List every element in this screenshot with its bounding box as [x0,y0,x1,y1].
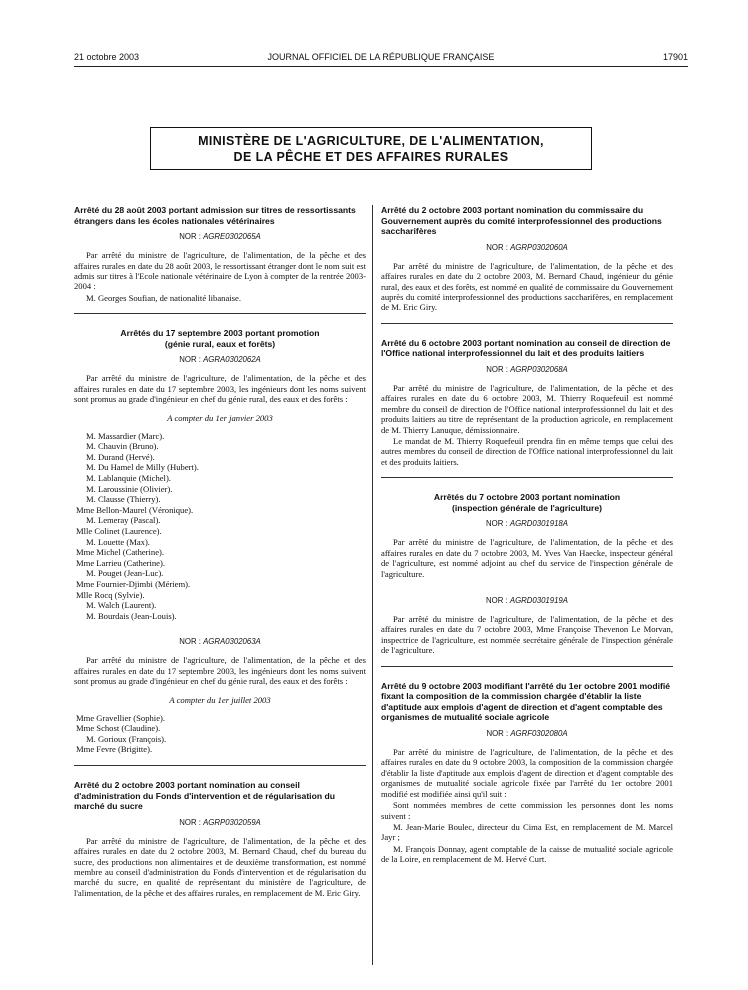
person-name: M. Gorioux (François). [86,733,167,744]
nor-reference: NOR : AGRP0302059A [179,817,261,827]
decree-paragraph: Par arrêté du ministre de l'agriculture, de l'alimentation, de la pêche et des affaires rurales en date du 6 octobre 2003, M. Thierry Roquefeuil est nommé membre du conseil de direction de l'Office national interprofessionnel du lait et des produits laitiers au titre de représentant de la production agricole, en remplacement de M. Thierry Lanuque, démissionnaire. [381,383,673,435]
journal-name: JOURNAL OFFICIEL DE LA RÉPUBLIQUE FRANÇAISE [267,52,495,62]
right-column [381,205,673,866]
decree-paragraph: Le mandat de M. Thierry Roquefeuil prendra fin en même temps que celui des autres membres du conseil de direction de l'Office national interprofessionnel du lait et des produits laitiers. [381,436,673,467]
promoted-names-list [74,713,366,755]
nor-reference: NOR : AGRD0301918A [486,519,568,529]
person-name: M. Bourdais (Jean-Louis). [86,610,177,621]
section-divider [381,477,673,478]
person-name: Mme Bellon-Maurel (Véronique). [76,504,194,515]
decree-paragraph: Par arrêté du ministre de l'agriculture, de l'alimentation, de la pêche et des affaires rurales en date du 7 octobre 2003, M. Yves Van Haecke, inspecteur général de l'agriculture, est nommé adjoint au chef du service de l'inspection générale de l'agriculture. [381,537,673,579]
person-name: Mme Fournier-Djimbi (Mériem). [76,578,191,589]
person-name: Mme Michel (Catherine). [76,547,165,558]
person-name: M. Lablanquie (Michel). [86,473,171,483]
person-name: Mme Fevre (Brigitte). [76,744,153,755]
decree-paragraph: Par arrêté du ministre de l'agriculture, de l'alimentation, de la pêche et des affaires rurales en date du 17 septembre 2003, les ingénieurs dont les noms suivent sont promus au grade d'ingénieur en chef du génie rural, des eaux et des forêts : [74,655,366,687]
person-name: Mme Larrieu (Catherine). [76,557,166,568]
person-name: M. Durand (Hervé). [86,451,155,462]
running-header [74,52,688,66]
ministry-line-2: DE LA PÊCHE ET DES AFFAIRES RURALES [233,150,509,164]
issue-date: 21 octobre 2003 [74,52,140,62]
effective-date: A compter du 1er juillet 2003 [169,694,271,705]
page-number: 17901 [662,52,688,62]
person-name: M. Lemeray (Pascal). [86,515,161,526]
decree-paragraph: M. François Donnay, agent comptable de la caisse de mutualité sociale agricole de la Loire, en remplacement de M. Hervé Curt. [381,843,673,865]
decree-title: Arrêté du 2 octobre 2003 portant nomination au conseil d'administration du Fonds d'intervention et de régularisation du marché du sucre [74,779,335,812]
person-name: M. Walch (Laurent). [86,600,157,611]
nor-reference: NOR : AGRE0302065A [179,232,261,242]
person-name: Mme Schost (Claudine). [76,723,161,734]
decree-paragraph: Par arrêté du ministre de l'agriculture, de l'alimentation, de la pêche et des affaires rurales en date du 17 septembre 2003, les ingénieurs dont les noms suivent sont promus au grade d'ingénieur en chef du génie rural, des eaux et des forêts : [74,373,366,405]
decree-paragraph: M. Georges Soufian, de nationalité libanaise. [86,292,241,303]
nor-reference: NOR : AGRF0302080A [486,729,568,739]
ministry-line-1: MINISTÈRE DE L'AGRICULTURE, DE L'ALIMENTATION, [198,134,544,148]
nor-reference: NOR : AGRD0301919A [486,596,568,606]
person-name: M. Massardier (Marc). [86,430,165,441]
section-divider [74,313,366,314]
decree-paragraph: Par arrêté du ministre de l'agriculture, de l'alimentation, de la pêche et des affaires rurales en date du 7 octobre 2003, Mme Françoise Thevenon Le Morvan, inspectrice de l'agriculture, est nommée secrétaire générale de l'inspection générale de l'agriculture. [381,614,673,656]
decree-paragraph: Par arrêté du ministre de l'agriculture, de l'alimentation, de la pêche et des affaires rurales en date du 2 octobre 2003, M. Bernard Chaud, chef du bureau du sucre, des productions non alimentaires et de deuxième transformation, est nommé membre au conseil d'administration du Fonds d'intervention et de régularisation du marché du sucre, en qualité de représentant du ministère de l'agriculture, de l'alimentation, de la pêche et des affaires rurales, en remplacement de M. Eric Giry. [74,835,366,898]
decree-title: Arrêté du 28 août 2003 portant admission sur titres de ressortissants étrangers dans les écoles nationales vétérinaires [74,205,356,226]
decree-paragraph: Par arrêté du ministre de l'agriculture, de l'alimentation, de la pêche et des affaires rurales en date du 9 octobre 2003, la composition de la commission chargée d'établir la liste d'aptitude aux emplois d'agent de direction et d'agent comptable des organismes de mutualité sociale agricole fixée par l'arrêté du 1er octobre 2001 modifié est modifiée ainsi qu'il suit : [381,747,673,799]
decree-title: Arrêté du 2 octobre 2003 portant nomination du commissaire du Gouvernement auprès du comité interprofessionnel des productions saccharifères [381,205,662,237]
person-name: M. Chauvin (Bruno). [86,441,159,452]
decree-title: Arrêtés du 7 octobre 2003 portant nomination (inspection générale de l'agriculture) [433,492,621,513]
section-divider [74,765,366,766]
person-name: M. Louette (Max). [86,536,150,547]
person-name: Mlle Rocq (Sylvie). [76,589,145,600]
person-name: M. Laroussinie (Olivier). [86,483,173,494]
column-divider [372,205,373,965]
nor-reference: NOR : AGRA0302063A [179,637,261,647]
person-name: M. Pouget (Jean-Luc). [86,568,164,579]
decree-title: Arrêtés du 17 septembre 2003 portant promotion (génie rural, eaux et forêts) [120,328,320,349]
person-name: Mlle Colinet (Laurence). [76,525,162,536]
promoted-names-list [74,431,366,622]
decree-title: Arrêté du 9 octobre 2003 modifiant l'arrêté du 1er octobre 2001 modifié fixant la composition de la commission chargée d'établir la liste d'aptitude aux emplois d'agent de direction et d'agent comptable des organismes de mutualité sociale agricole [381,680,671,723]
person-name: Mme Gravellier (Sophie). [76,712,166,723]
ministry-heading [150,127,592,170]
decree-paragraph: Par arrêté du ministre de l'agriculture, de l'alimentation, de la pêche et des affaires rurales en date du 28 août 2003, le ressortissant étranger dont le nom suit est admis sur titres à l'Ecole nationale vétérinaire de Lyon à compter de la rentrée 2003-2004 : [74,250,366,292]
decree-paragraph: Sont nommées membres de cette commission les personnes dont les noms suivent : [381,800,673,821]
decree-paragraph: M. Jean-Marie Boulec, directeur du Cima Est, en remplacement de M. Marcel Jayr ; [381,821,673,843]
left-column [74,205,366,899]
nor-reference: NOR : AGRA0302062A [179,355,261,365]
header-rule [74,66,688,67]
person-name: M. Clausse (Thierry). [86,494,161,505]
person-name: M. Du Hamel de Milly (Hubert). [86,462,199,473]
decree-title: Arrêté du 6 octobre 2003 portant nomination au conseil de direction de l'Office national interprofessionnel du lait et des produits laitiers [381,337,671,359]
section-divider [381,323,673,324]
decree-paragraph: Par arrêté du ministre de l'agriculture, de l'alimentation, de la pêche et des affaires rurales en date du 2 octobre 2003, M. Bernard Chaud, ingénieur du génie rural, des eaux et des forêts, est nommé en qualité de commissaire du Gouvernement auprès du comité interprofessionnel des productions saccharifères, en remplacement de M. Eric Giry. [381,260,673,313]
nor-reference: NOR : AGRP0302068A [486,365,568,374]
section-divider [381,666,673,667]
effective-date: A compter du 1er janvier 2003 [167,412,273,423]
nor-reference: NOR : AGRP0302060A [486,242,568,252]
